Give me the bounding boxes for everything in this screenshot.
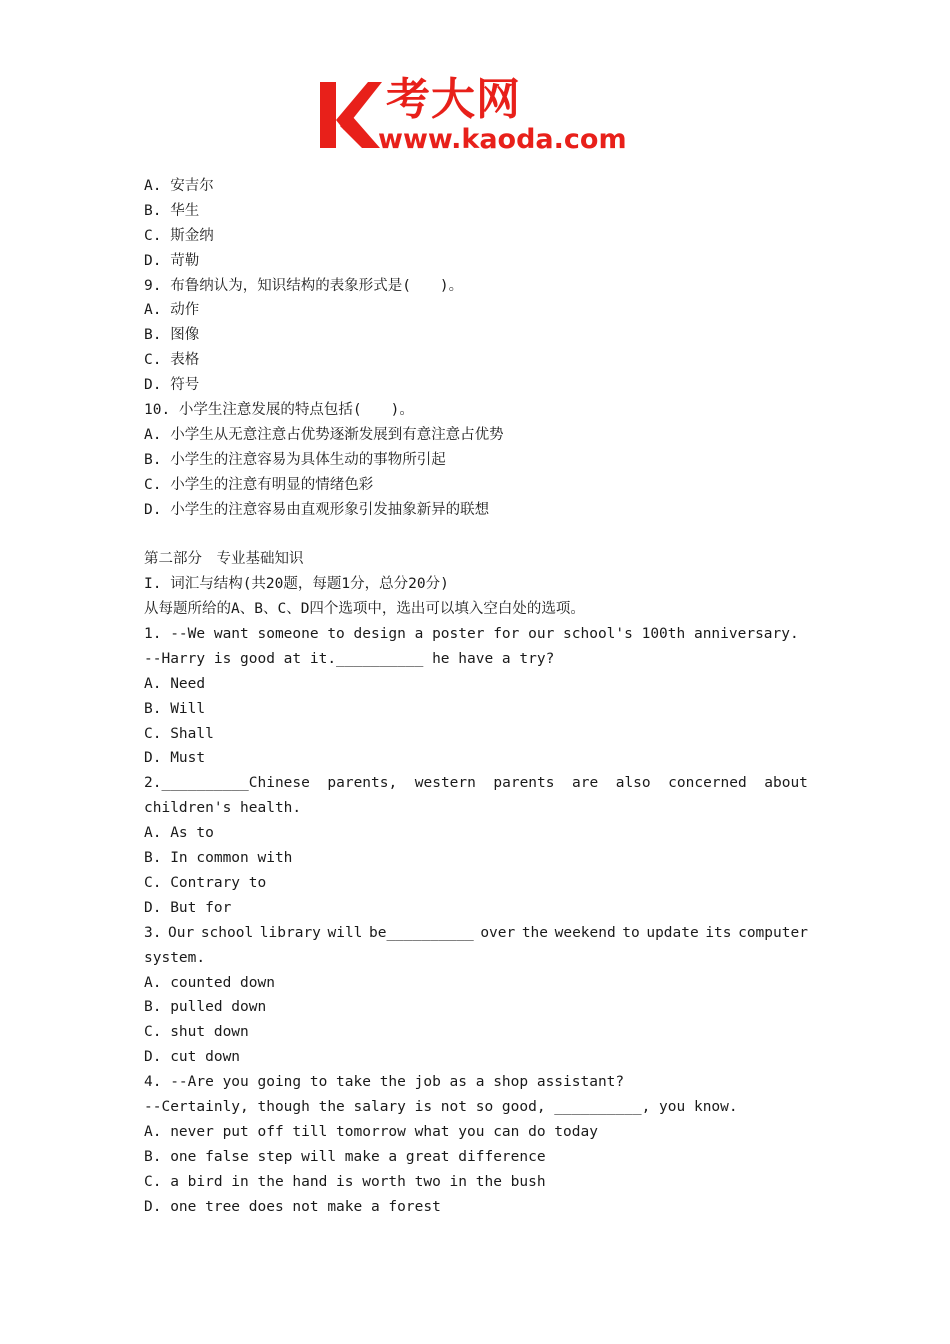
word: also <box>615 775 651 792</box>
text-line: B. 小学生的注意容易为具体生动的事物所引起 <box>144 451 446 468</box>
subsection-heading: I. 词汇与结构(共20题，每题1分，总分20分) <box>144 576 449 593</box>
text-line: D. Must <box>144 750 206 767</box>
word: over <box>480 924 516 941</box>
text-line: D. 小学生的注意容易由直观形象引发抽象新异的联想 <box>144 501 490 518</box>
word: concerned <box>668 775 747 792</box>
section-heading: 第二部分 专业基础知识 <box>144 551 304 568</box>
text-line: D. 符号 <box>144 377 200 394</box>
word: 2.__________Chinese <box>144 775 310 792</box>
word: about <box>764 775 808 792</box>
text-line: B. Will <box>144 700 206 717</box>
text-line: A. counted down <box>144 974 275 991</box>
text-line: A. 动作 <box>144 302 200 319</box>
word: parents <box>493 775 555 792</box>
kaoda-logo <box>318 74 640 158</box>
blank-line <box>144 522 808 547</box>
text-line: D. cut down <box>144 1049 241 1066</box>
text-line: A. never put off till tomorrow what you can do today <box>144 1123 598 1140</box>
word: update <box>646 924 699 941</box>
question-10: 10. 小学生注意发展的特点包括( )。 <box>144 402 414 419</box>
text-line: A. 安吉尔 <box>144 178 214 194</box>
text-line: B. In common with <box>144 850 293 867</box>
question-4: 4. --Are you going to take the job as a shop assistant? <box>144 1074 625 1091</box>
word: western <box>414 775 476 792</box>
question-2 <box>144 771 808 796</box>
word: Our <box>168 924 195 941</box>
logo-url-text: www.kaoda.com <box>378 124 627 155</box>
word: weekend <box>554 924 616 941</box>
text-line: system. <box>144 949 206 966</box>
text-line: D. 苛勒 <box>144 252 200 269</box>
word: the <box>521 924 549 941</box>
text-line: B. 图像 <box>144 327 200 344</box>
word: library <box>259 924 321 941</box>
word: will <box>327 924 363 941</box>
text-line: D. one tree does not make a forest <box>144 1198 441 1215</box>
text-line: C. a bird in the hand is worth two in the bush <box>144 1173 546 1190</box>
text-line: C. 斯金纳 <box>144 227 214 244</box>
word: 3. <box>144 924 162 941</box>
text-line: C. shut down <box>144 1024 249 1041</box>
word: school <box>200 924 254 941</box>
text-line: B. pulled down <box>144 999 267 1016</box>
question-9: 9. 布鲁纳认为，知识结构的表象形式是( )。 <box>144 277 464 294</box>
word: parents, <box>327 775 398 792</box>
question-3 <box>144 921 808 946</box>
text-line: C. 小学生的注意有明显的情绪色彩 <box>144 476 374 493</box>
word: computer <box>738 924 808 941</box>
text-line: --Certainly, though the salary is not so good, __________, you know. <box>144 1098 738 1115</box>
word: its <box>705 924 732 941</box>
word: be__________ <box>368 924 474 941</box>
text-line: C. Contrary to <box>144 874 267 891</box>
logo-brand-text: 考大网 <box>386 74 521 125</box>
text-line: B. one false step will make a great difference <box>144 1148 546 1165</box>
text-line: children's health. <box>144 800 302 817</box>
text-line: C. Shall <box>144 725 214 742</box>
text-line: --Harry is good at it.__________ he have a try? <box>144 650 555 667</box>
k-logo-icon <box>318 80 382 150</box>
document-body <box>144 174 808 1219</box>
text-line: B. 华生 <box>144 202 200 219</box>
text-line: A. 小学生从无意注意占优势逐渐发展到有意注意占优势 <box>144 426 504 443</box>
instructions: 从每题所给的A、B、C、D四个选项中，选出可以填入空白处的选项。 <box>144 601 585 618</box>
word: to <box>622 924 640 941</box>
text-line: D. But for <box>144 899 232 916</box>
text-line: A. As to <box>144 825 214 842</box>
text-line: A. Need <box>144 675 206 692</box>
question-1: 1. --We want someone to design a poster for our school's 100th anniversary. <box>144 626 799 643</box>
word: are <box>572 775 599 792</box>
text-line: C. 表格 <box>144 352 200 369</box>
